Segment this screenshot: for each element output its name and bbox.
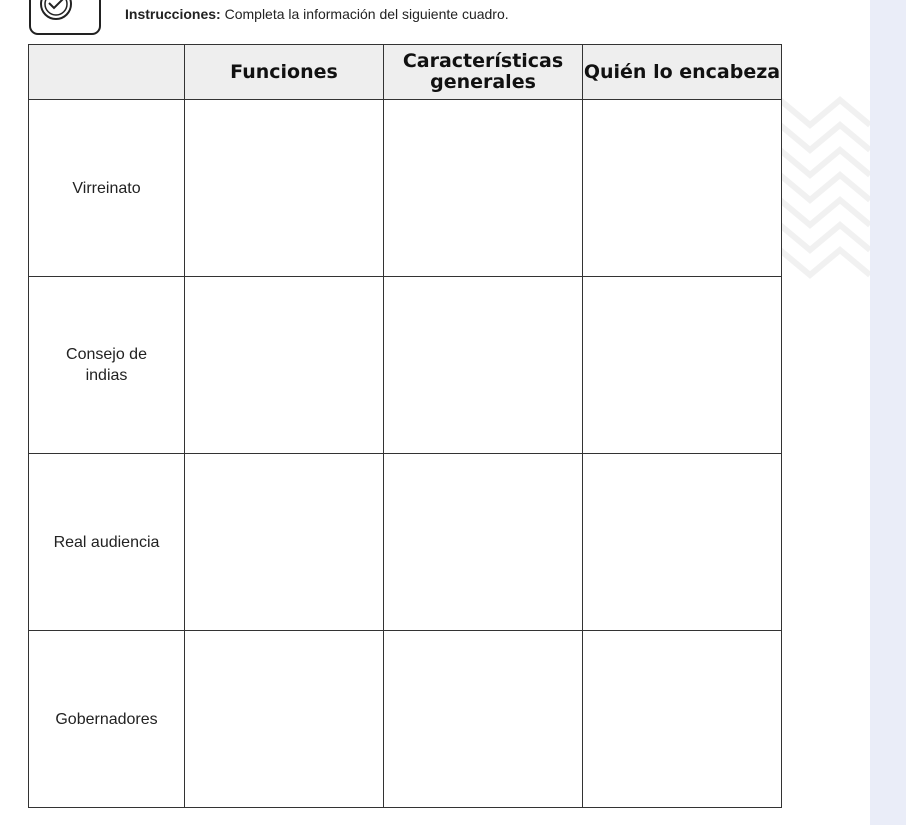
answer-cell-funciones[interactable] bbox=[185, 277, 384, 454]
instructions-body: Completa la información del siguiente cuadro. bbox=[220, 6, 509, 22]
row-label-consejo-de-indias: Consejo de indias bbox=[29, 277, 185, 454]
header-cell-empty bbox=[29, 45, 185, 100]
answer-cell-encabeza[interactable] bbox=[583, 631, 782, 808]
header-row bbox=[29, 45, 782, 100]
checklist-icon bbox=[28, 0, 104, 36]
table-row bbox=[29, 100, 782, 277]
header-quien-lo-encabeza: Quién lo encabeza bbox=[583, 45, 782, 100]
row-label-real-audiencia: Real audiencia bbox=[29, 454, 185, 631]
answer-cell-encabeza[interactable] bbox=[583, 100, 782, 277]
answer-cell-encabeza[interactable] bbox=[583, 454, 782, 631]
row-label-virreinato: Virreinato bbox=[29, 100, 185, 277]
side-panel bbox=[870, 0, 906, 825]
table-row bbox=[29, 454, 782, 631]
instructions-text bbox=[125, 6, 509, 22]
instructions-label: Instrucciones: bbox=[125, 6, 221, 22]
answer-cell-encabeza[interactable] bbox=[583, 277, 782, 454]
table-row bbox=[29, 631, 782, 808]
answer-cell-funciones[interactable] bbox=[185, 631, 384, 808]
answer-cell-caracteristicas[interactable] bbox=[384, 277, 583, 454]
header-funciones: Funciones bbox=[185, 45, 384, 100]
answer-cell-caracteristicas[interactable] bbox=[384, 454, 583, 631]
row-label-gobernadores: Gobernadores bbox=[29, 631, 185, 808]
table-row bbox=[29, 277, 782, 454]
answer-cell-funciones[interactable] bbox=[185, 100, 384, 277]
answer-cell-funciones[interactable] bbox=[185, 454, 384, 631]
header-caracteristicas-generales: Características generales bbox=[384, 45, 583, 100]
answer-cell-caracteristicas[interactable] bbox=[384, 631, 583, 808]
answer-cell-caracteristicas[interactable] bbox=[384, 100, 583, 277]
worksheet-table bbox=[28, 44, 782, 808]
